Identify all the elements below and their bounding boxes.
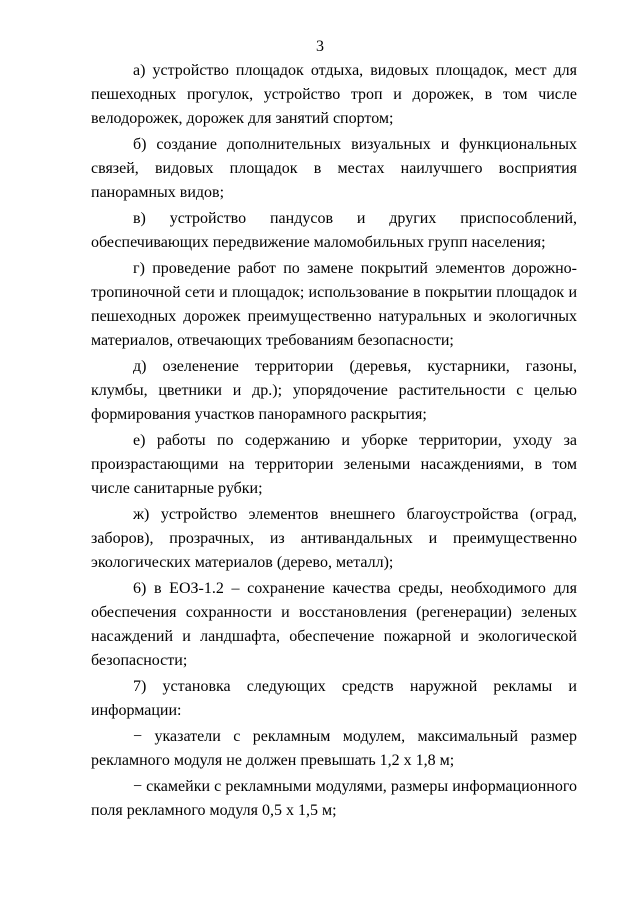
page-number: 3	[316, 38, 324, 55]
paragraph-6: 6) в ЕОЗ-1.2 – сохранение качества среды, необходимого для обеспечения сохранности и восстановления (регенерации) зеленых насаждений и ландшафта, обеспечение пожарной и экологической безопасности;	[91, 580, 577, 669]
paragraph-b: б) создание дополнительных визуальных и функциональных связей, видовых площадок в местах наилучшего восприятия панорамных видов;	[91, 136, 577, 201]
list-item-benches: − скамейки с рекламными модулями, размеры информационного поля рекламного модуля 0,5 х 1,5 м;	[91, 778, 577, 819]
paragraph-d: д) озеленение территории (деревья, кустарники, газоны, клумбы, цветники и др.); упорядочение растительности с целью формирования участков панорамного раскрытия;	[91, 358, 577, 423]
paragraph-e: е) работы по содержанию и уборке территории, уходу за произрастающими на территории зелеными насаждениями, в том числе санитарные рубки;	[91, 432, 577, 497]
list-item-signposts: − указатели с рекламным модулем, максимальный размер рекламного модуля не должен превышать 1,2 х 1,8 м;	[91, 728, 577, 769]
paragraph-a: а) устройство площадок отдыха, видовых площадок, мест для пешеходных прогулок, устройство троп и дорожек, в том числе велодорожек, дорожек для занятий спортом;	[91, 62, 577, 127]
paragraph-zh: ж) устройство элементов внешнего благоустройства (оград, заборов), прозрачных, из антивандальных и преимущественно экологических материалов (дерево, металл);	[91, 506, 577, 571]
paragraph-v: в) устройство пандусов и других приспособлений, обеспечивающих передвижение маломобильных групп населения;	[91, 210, 577, 251]
paragraph-g: г) проведение работ по замене покрытий элементов дорожно-тропиночной сети и площадок; использование в покрытии площадок и пешеходных дорожек преимущественно натуральных и экологичных материалов, отвечающих требованиям безопасности;	[91, 260, 577, 349]
document-body	[91, 59, 577, 825]
paragraph-7: 7) установка следующих средств наружной рекламы и информации:	[91, 678, 577, 719]
